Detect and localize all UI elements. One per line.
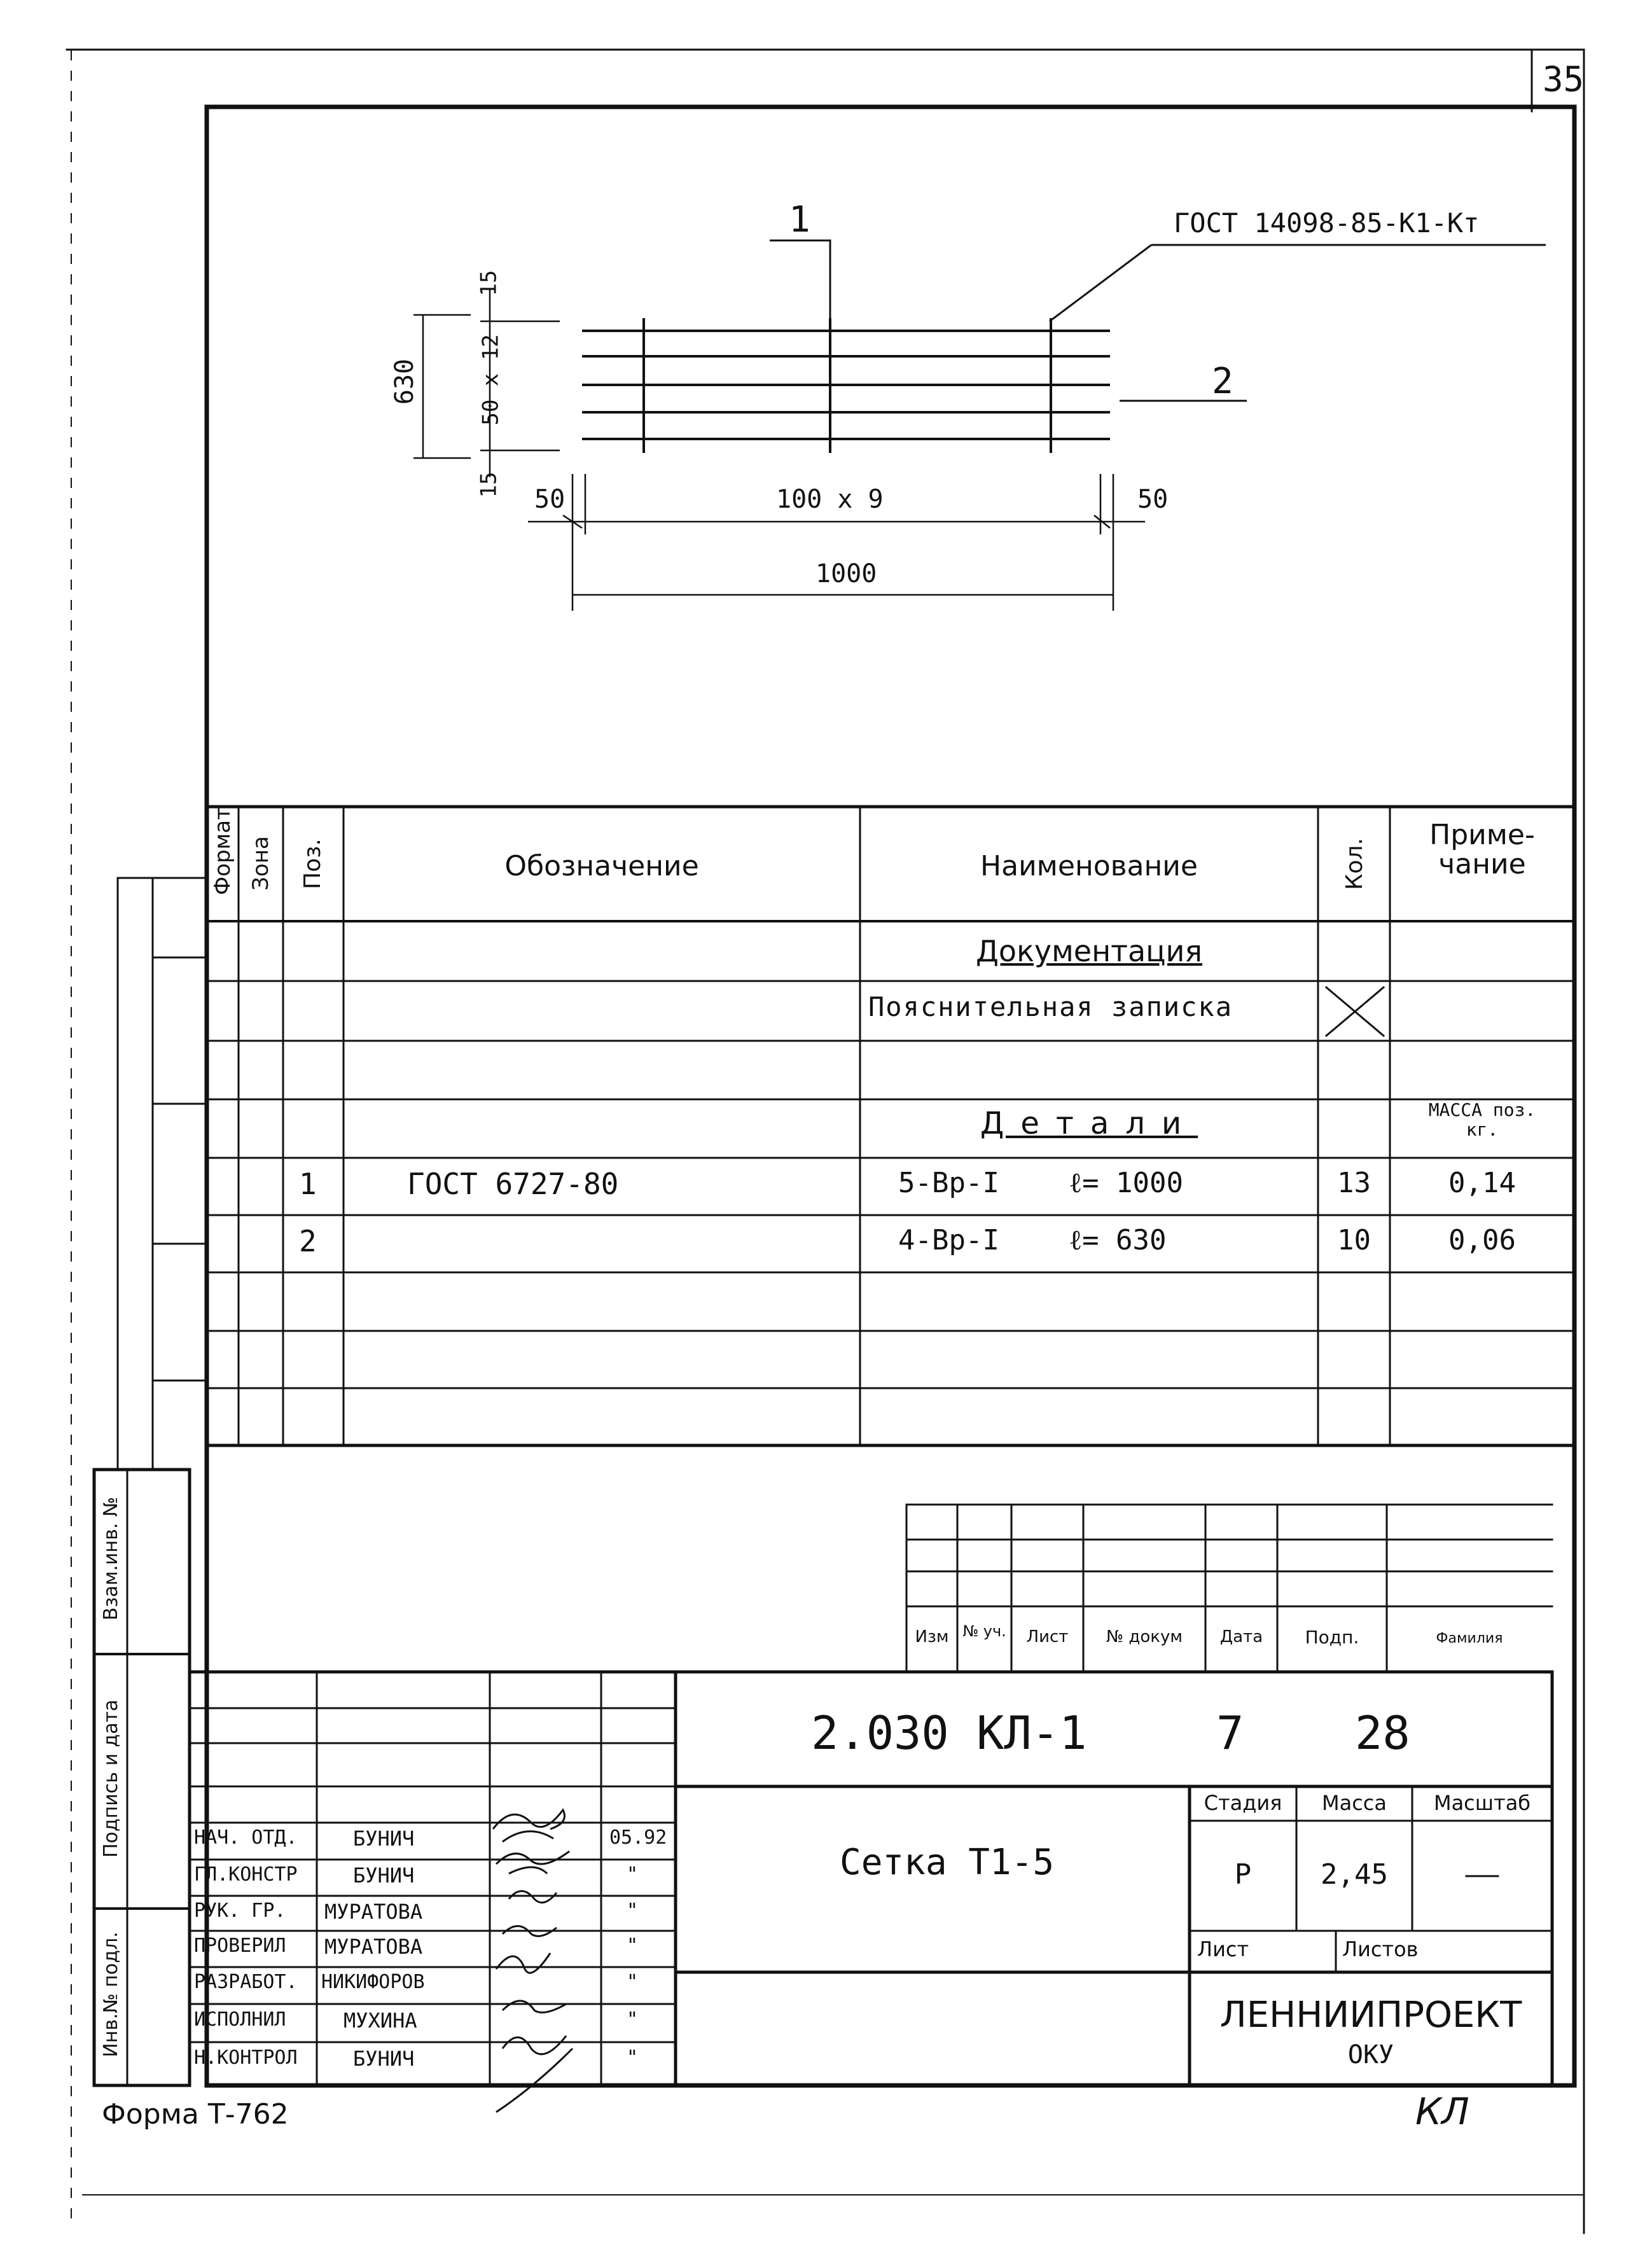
stamp-podpis: Подпись и дата (100, 1699, 122, 1858)
signer-role: ИСПОЛНИЛ (194, 2008, 286, 2031)
row1-name: 5-Вр-I (898, 1167, 999, 1199)
signer-role: НАЧ. ОТД. (194, 1826, 298, 1849)
code-a: 7 (1216, 1706, 1244, 1760)
header-zone: Зона (248, 836, 274, 891)
signer-role: ПРОВЕРИЛ (194, 1935, 286, 1957)
signer-date: 05.92 (609, 1826, 667, 1849)
scale-label: Масштаб (1433, 1791, 1531, 1815)
form-label: Форма Т-762 (102, 2098, 289, 2131)
signer-role: Н.КОНТРОЛ (194, 2047, 298, 2069)
org-name: ЛЕННИИПРОЕКТ (1219, 1994, 1522, 2036)
row1-pos: 1 (299, 1167, 317, 1201)
scale-value: —— (1465, 1858, 1499, 1891)
dim-bottom-offset: 15 (476, 471, 502, 498)
header-format: Формат (210, 807, 235, 895)
row2-pos: 2 (299, 1224, 317, 1258)
signer-date: " (627, 1935, 639, 1957)
change-header-familia: Фамилия (1436, 1631, 1503, 1646)
signer-date: " (627, 1971, 639, 1993)
dim-middle: 100 x 9 (776, 485, 884, 514)
change-header-uch: № уч. (962, 1622, 1006, 1640)
signer-date: " (627, 1863, 639, 1886)
header-name: Наименование (980, 850, 1198, 882)
page-number: 35 (1543, 59, 1585, 99)
signer-name: БУНИЧ (353, 2047, 415, 2071)
doc-code: 2.030 КЛ-1 (811, 1706, 1087, 1760)
row1-note: 0,14 (1448, 1167, 1516, 1199)
row1-designation: ГОСТ 6727-80 (407, 1167, 619, 1201)
sheets-label: Листов (1342, 1937, 1419, 1961)
change-header-izm: Изм (915, 1627, 949, 1646)
mesh-drawing (413, 240, 1546, 611)
change-header-list: Лист (1026, 1627, 1069, 1646)
dim-total: 1000 (816, 559, 877, 588)
header-note: Приме- чание (1429, 819, 1535, 881)
callout-1: 1 (789, 199, 810, 240)
org-sub: ОКУ (1347, 2040, 1394, 2070)
signer-date: " (627, 1900, 639, 1922)
doc-row-name: Пояснительная записка (868, 991, 1233, 1022)
signer-name: МУРАТОВА (324, 1935, 423, 1959)
signer-name: БУНИЧ (353, 1863, 415, 1888)
section-docs: Документация (975, 934, 1203, 968)
dim-height: 630 (390, 358, 420, 405)
signer-date: " (627, 2008, 639, 2031)
header-designation: Обозначение (504, 850, 699, 882)
row2-qty: 10 (1337, 1224, 1371, 1256)
section-parts: Детали (980, 1106, 1198, 1141)
change-header-podp: Подп. (1305, 1627, 1359, 1648)
row2-note: 0,06 (1448, 1224, 1516, 1256)
signer-role: ГЛ.КОНСТР (194, 1863, 298, 1886)
signer-name: МУРАТОВА (324, 1900, 423, 1924)
header-pos: Поз. (300, 838, 326, 889)
stage-value: Р (1234, 1858, 1252, 1891)
stage-label: Стадия (1204, 1791, 1282, 1815)
mass-value: 2,45 (1321, 1858, 1388, 1891)
code-b: 28 (1355, 1706, 1410, 1760)
change-header-dokum: № докум (1106, 1627, 1183, 1646)
stamp-vzam: Взам.инв. № (100, 1496, 122, 1621)
row1-length: ℓ= 1000 (1069, 1167, 1184, 1199)
signer-name: МУХИНА (344, 2008, 417, 2033)
dim-left: 50 (534, 485, 566, 514)
dim-spacing: 50 x 12 (478, 334, 504, 426)
signer-name: НИКИФОРОВ (321, 1971, 425, 1993)
signer-name: БУНИЧ (353, 1826, 415, 1851)
signer-role: РУК. ГР. (194, 1900, 286, 1922)
gost-callout: ГОСТ 14098-85-К1-Кт (1174, 207, 1480, 239)
handwritten-mark: КЛ (1415, 2090, 1469, 2133)
row1-qty: 13 (1337, 1167, 1371, 1199)
stamp-inv: Инв.№ подл. (100, 1931, 122, 2057)
doc-title: Сетка Т1-5 (840, 1842, 1055, 1883)
sheet-label: Лист (1197, 1937, 1249, 1961)
signer-role: РАЗРАБОТ. (194, 1971, 298, 1993)
dim-top-offset: 15 (476, 270, 502, 296)
signatures (493, 1810, 573, 2112)
dim-right: 50 (1137, 485, 1169, 514)
change-header-data: Дата (1219, 1627, 1263, 1646)
callout-2: 2 (1212, 361, 1233, 402)
note-mass: МАССА поз. кг. (1428, 1099, 1536, 1140)
header-qty: Кол. (1342, 837, 1368, 891)
mass-label: Масса (1321, 1791, 1387, 1815)
signer-date: " (627, 2047, 639, 2069)
row2-name: 4-Вр-I (898, 1224, 999, 1256)
row2-length: ℓ= 630 (1069, 1224, 1167, 1256)
